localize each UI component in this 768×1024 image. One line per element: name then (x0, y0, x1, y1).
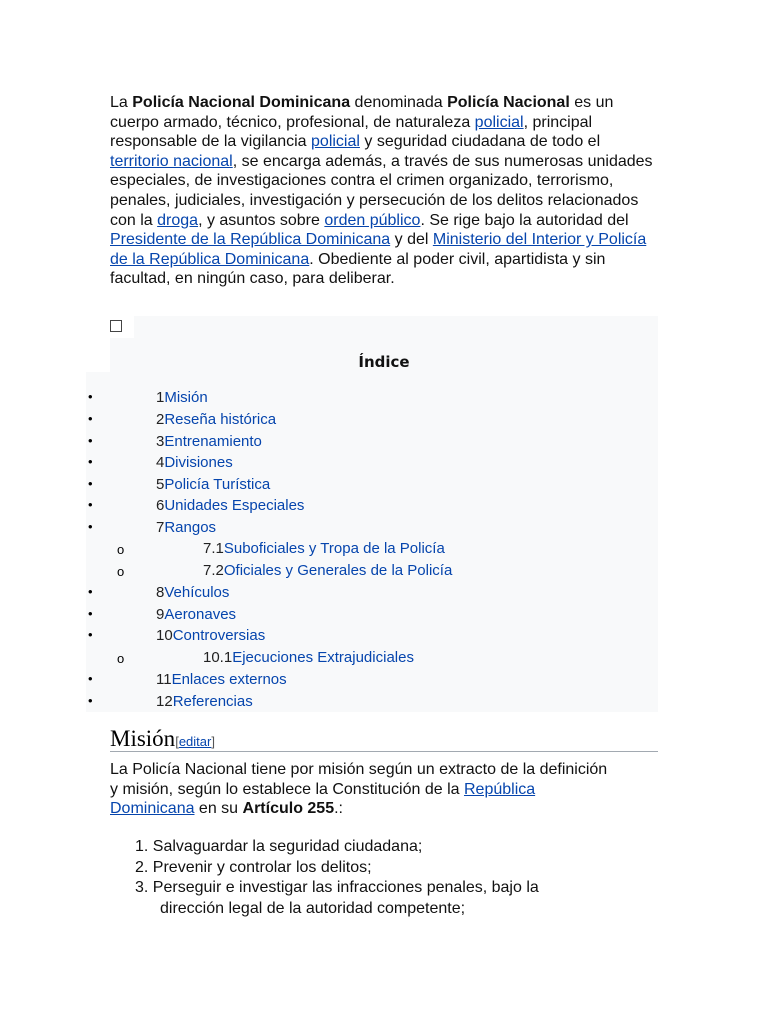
edit-link[interactable]: editar (178, 734, 212, 749)
toc-item[interactable] (156, 433, 262, 451)
intro-text: . Se rige bajo la autoridad del (420, 211, 629, 229)
toc-bullet: • (88, 693, 93, 708)
toc-item-number: 1 (156, 389, 165, 406)
toc-item-link[interactable]: Aeronaves (164, 606, 237, 623)
toc-item[interactable] (156, 389, 208, 407)
section-heading-text: Misión (110, 726, 176, 751)
toc-item-number: 12 (156, 693, 173, 710)
mission-text: en su (194, 800, 243, 818)
link-orden-publico[interactable]: orden público (324, 211, 421, 229)
intro-text: , principal responsable de la vigilancia (110, 113, 593, 151)
intro-bold-short-name: Policía Nacional (447, 94, 570, 111)
heading-divider (110, 751, 658, 752)
toc-bullet: • (88, 454, 93, 469)
edit-bracket-close: ] (211, 734, 215, 749)
toc-item[interactable] (156, 411, 276, 429)
toc-item-number: 8 (156, 584, 165, 601)
toc-item[interactable] (203, 562, 452, 580)
toc-item-link[interactable]: Suboficiales y Tropa de la Policía (223, 540, 445, 557)
toc-item-number: 10.1 (203, 649, 233, 666)
link-ministerio-interior[interactable]: Ministerio del Interior y Policía de la República Dominicana (110, 231, 647, 268)
toc-bullet: • (88, 519, 93, 534)
toc-item-link[interactable]: Vehículos (164, 584, 230, 601)
edit-bracket-open: [ (175, 734, 179, 749)
toc-item[interactable] (156, 476, 270, 494)
toc-item-link[interactable]: Oficiales y Generales de la Policía (223, 562, 453, 579)
link-droga[interactable]: droga (157, 211, 199, 229)
toc-item-link[interactable]: Divisiones (164, 454, 233, 471)
toc-item-number: 7 (156, 519, 165, 536)
toc-item-number: 2 (156, 411, 165, 428)
toc-item-number: 9 (156, 606, 165, 623)
intro-bold-name: Policía Nacional Dominicana (132, 94, 351, 111)
mission-article: Artículo 255 (242, 800, 335, 818)
link-presidente[interactable]: Presidente de la República Dominicana (110, 231, 391, 249)
intro-text: denominada (350, 94, 448, 111)
toc-item[interactable] (156, 454, 233, 472)
intro-text: . Obediente al poder civil, apartidista y sin facultad, en ningún caso, para deliberar. (110, 250, 606, 288)
toc-item-link[interactable]: Unidades Especiales (164, 497, 305, 514)
toc-item-link[interactable]: Ejecuciones Extrajudiciales (232, 649, 414, 666)
toc-item[interactable] (156, 519, 216, 537)
toc-item[interactable] (156, 671, 287, 689)
toc-toggle-checkbox-icon[interactable] (110, 320, 122, 332)
toc-item-number: 3 (156, 433, 165, 450)
link-policial[interactable]: policial (474, 113, 524, 131)
mission-text: La Policía Nacional tiene por misión según un extracto de la definición y misión, según lo establece la Constitución de la (110, 761, 608, 798)
toc-bullet: • (88, 584, 93, 599)
toc-item[interactable] (203, 540, 445, 558)
toc-bullet: • (88, 411, 93, 426)
toc-item-link[interactable]: Entrenamiento (164, 433, 262, 450)
toc-item-number: 6 (156, 497, 165, 514)
link-republica-dominicana[interactable]: República Dominicana (110, 780, 536, 818)
toc-item-link[interactable]: Referencias (172, 693, 253, 710)
toc-bullet: • (88, 389, 93, 404)
toc-item-link[interactable]: Misión (164, 389, 208, 406)
toc-item-number: 7.2 (203, 562, 224, 579)
toc-item-number: 10 (156, 627, 173, 644)
intro-text: La (110, 94, 133, 111)
mission-list-item: 1. Salvaguardar la seguridad ciudadana; (135, 838, 423, 855)
section-heading (110, 726, 215, 752)
toc-item-link[interactable]: Controversias (172, 627, 266, 644)
toc-bullet: • (88, 671, 93, 686)
link-territorio-nacional[interactable]: territorio nacional (110, 152, 233, 170)
toc-item-number: 5 (156, 476, 165, 493)
mission-paragraph (110, 760, 610, 819)
toc-item-number: 7.1 (203, 540, 224, 557)
link-policial-2[interactable]: policial (311, 133, 360, 151)
mission-text: .: (334, 800, 343, 818)
toc-bullet: • (88, 627, 93, 642)
toc-item-link[interactable]: Policía Turística (164, 476, 271, 493)
toc-sub-bullet: o (117, 564, 125, 579)
edit-section (175, 734, 215, 749)
toc-title: Índice (358, 353, 410, 371)
toc-item-number: 11 (156, 671, 172, 688)
intro-text: y del (390, 231, 433, 249)
toc-item-link[interactable]: Enlaces externos (171, 671, 287, 688)
toc-sub-bullet: o (117, 542, 125, 557)
mission-list-item-continued: dirección legal de la autoridad competente; (160, 899, 466, 917)
toc-item[interactable] (156, 693, 253, 711)
mission-list-item: 3. Perseguir e investigar las infracciones penales, bajo la (135, 879, 539, 896)
toc-item[interactable] (156, 584, 229, 602)
toc-item-number: 4 (156, 454, 165, 471)
toc-bullet: • (88, 433, 93, 448)
toc-item-link[interactable]: Rangos (164, 519, 217, 536)
toc-bullet: • (88, 497, 93, 512)
toc-bullet: • (88, 606, 93, 621)
mission-list-item: 2. Prevenir y controlar los delitos; (135, 858, 372, 876)
mission-list (135, 837, 615, 919)
intro-paragraph (110, 93, 658, 289)
toc-item-link[interactable]: Reseña histórica (164, 411, 277, 428)
intro-text: , se encarga además, a través de sus numerosas unidades especiales, de investigaciones contra el crimen organizado, terrorismo, penales, judiciales, investigación y persecución de los delitos relacionados con la (110, 152, 653, 229)
intro-text: , y asuntos sobre (198, 211, 325, 229)
toc-item[interactable] (156, 606, 236, 624)
toc-item[interactable] (156, 497, 304, 515)
toc-toggle-area (110, 316, 134, 338)
toc-item[interactable] (156, 627, 265, 645)
intro-text: y seguridad ciudadana de todo el (359, 133, 601, 151)
toc-item[interactable] (203, 649, 414, 667)
intro-text: es un cuerpo armado, técnico, profesional, de naturaleza (110, 94, 614, 131)
toc-sub-bullet: o (117, 651, 125, 666)
toc-bullet: • (88, 476, 93, 491)
